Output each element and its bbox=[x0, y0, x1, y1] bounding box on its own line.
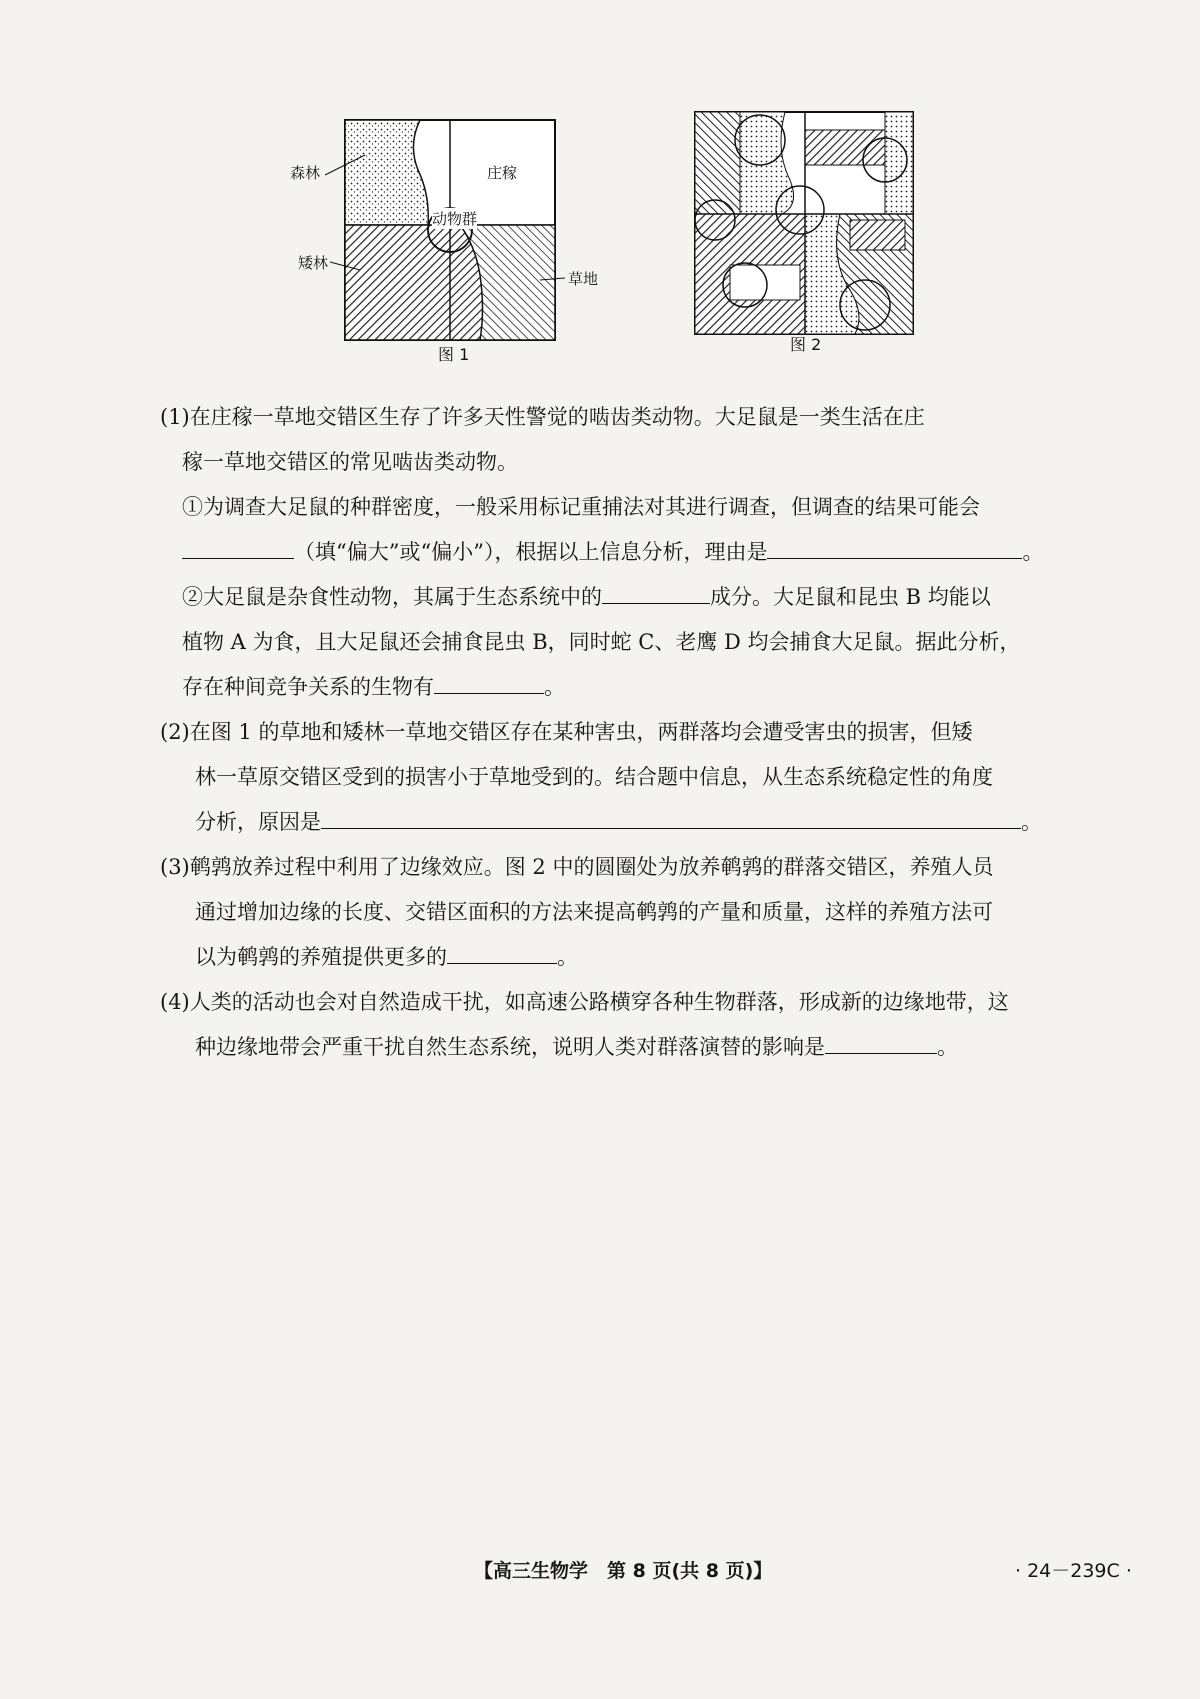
sub-question-text: 成分。大足鼠和昆虫 B 均能以 bbox=[710, 585, 991, 609]
sub-question-text: 存在种间竞争关系的生物有 bbox=[182, 675, 434, 699]
punctuation: 。 bbox=[557, 945, 578, 969]
question-number: (1) bbox=[160, 405, 190, 429]
answer-blank[interactable] bbox=[602, 582, 710, 604]
punctuation: 。 bbox=[1022, 540, 1044, 564]
question-text: 在图 1 的草地和矮林一草地交错区存在某种害虫，两群落均会遭受害虫的损害，但矮 bbox=[189, 720, 973, 744]
question-text: 稼一草地交错区的常见啮齿类动物。 bbox=[182, 450, 518, 474]
figure-2-caption: 图 2 bbox=[790, 335, 822, 354]
figures-area bbox=[0, 110, 1200, 400]
question-text: 种边缘地带会严重干扰自然生态系统，说明人类对群落演替的影响是 bbox=[195, 1035, 825, 1059]
question-text: 在庄稼一草地交错区生存了许多天性警觉的啮齿类动物。大足鼠是一类生活在庄 bbox=[189, 405, 925, 429]
question-text: 分析，原因是 bbox=[195, 810, 321, 834]
figure-2 bbox=[690, 110, 930, 360]
question-text: 人类的活动也会对自然造成干扰，如高速公路横穿各种生物群落，形成新的边缘地带，这 bbox=[189, 990, 1009, 1014]
questions-section bbox=[160, 395, 1150, 1070]
sub-marker: ② bbox=[182, 585, 203, 609]
label-shrub: 矮林 bbox=[298, 254, 329, 272]
punctuation: 。 bbox=[937, 1035, 958, 1059]
sub-question-text: （填“偏大”或“偏小”），根据以上信息分析，理由是 bbox=[294, 540, 768, 564]
label-forest: 森林 bbox=[290, 164, 321, 182]
question-4 bbox=[160, 980, 1150, 1070]
question-text: 林一草原交错区受到的损害小于草地受到的。结合题中信息，从生态系统稳定性的角度 bbox=[195, 765, 993, 789]
footer-exam-code: · 24－239C · bbox=[1015, 1560, 1132, 1582]
sub-question-text: 大足鼠是杂食性动物，其属于生态系统中的 bbox=[203, 585, 602, 609]
question-text: 通过增加边缘的长度、交错区面积的方法来提高鹌鹑的产量和质量，这样的养殖方法可 bbox=[195, 900, 993, 924]
label-grass: 草地 bbox=[568, 270, 599, 288]
punctuation: 。 bbox=[1021, 810, 1042, 834]
question-1 bbox=[160, 395, 1150, 710]
figure-1 bbox=[290, 110, 599, 364]
answer-blank[interactable] bbox=[767, 537, 1022, 559]
label-crop: 庄稼 bbox=[487, 164, 518, 182]
question-2 bbox=[160, 710, 1150, 845]
answer-blank[interactable] bbox=[825, 1032, 937, 1054]
footer-page-info: 【高三生物学 第 8 页(共 8 页)】 bbox=[474, 1560, 773, 1582]
figure-1-caption: 图 1 bbox=[438, 345, 470, 364]
figure-2-diagram bbox=[690, 110, 930, 340]
sub-question-text: 植物 A 为食，且大足鼠还会捕食昆虫 B，同时蛇 C、老鹰 D 均会捕食大足鼠。据此分析， bbox=[182, 630, 1021, 654]
label-animals: 动物群 bbox=[432, 210, 478, 228]
question-number: (4) bbox=[160, 990, 190, 1014]
question-text: 鹌鹑放养过程中利用了边缘效应。图 2 中的圆圈处为放养鹌鹑的群落交错区，养殖人员 bbox=[189, 855, 994, 879]
answer-blank[interactable] bbox=[182, 537, 294, 559]
answer-blank[interactable] bbox=[321, 807, 1021, 829]
punctuation: 。 bbox=[544, 675, 565, 699]
sub-marker: ① bbox=[182, 495, 203, 519]
answer-blank[interactable] bbox=[447, 942, 557, 964]
answer-blank[interactable] bbox=[434, 672, 544, 694]
question-number: (2) bbox=[160, 720, 190, 744]
figure-1-diagram bbox=[290, 110, 570, 350]
question-3 bbox=[160, 845, 1150, 980]
question-number: (3) bbox=[160, 855, 190, 879]
question-text: 以为鹌鹑的养殖提供更多的 bbox=[195, 945, 447, 969]
sub-question-text: 为调查大足鼠的种群密度，一般采用标记重捕法对其进行调查，但调查的结果可能会 bbox=[203, 495, 980, 519]
